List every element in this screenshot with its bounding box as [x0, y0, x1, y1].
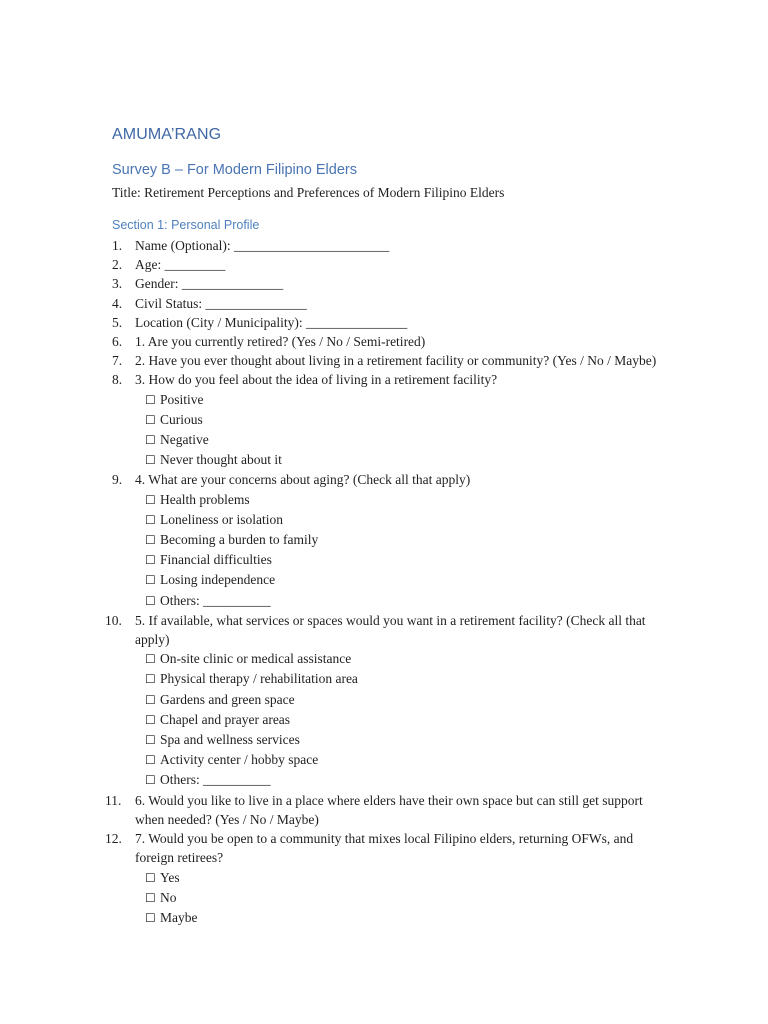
survey-title: Title: Retirement Perceptions and Preferences of Modern Filipino Elders [112, 185, 505, 200]
checkbox-option[interactable] [145, 490, 657, 510]
checkbox-option[interactable] [145, 510, 657, 530]
option-list [135, 868, 657, 929]
option-label: On-site clinic or medical assistance [160, 651, 352, 667]
checkbox-icon[interactable]: ☐ [145, 870, 156, 885]
question-number: 11. [105, 792, 122, 808]
checkbox-icon[interactable]: ☐ [145, 910, 156, 925]
checkbox-option[interactable] [145, 770, 657, 790]
option-label: Negative [160, 432, 209, 448]
option-label: No [160, 889, 177, 905]
question-text: 1. Are you currently retired? (Yes / No / Semi-retired) [135, 334, 426, 350]
option-label: Never thought about it [160, 452, 282, 468]
option-label: Others: __________ [160, 772, 271, 788]
option-label: Positive [160, 391, 204, 407]
question-number: 7. [112, 353, 123, 369]
checkbox-option[interactable] [145, 750, 657, 770]
checkbox-option[interactable] [145, 730, 657, 750]
checkbox-option[interactable] [145, 908, 657, 928]
option-label: Physical therapy / rehabilitation area [160, 671, 358, 687]
checkbox-icon[interactable]: ☐ [145, 712, 156, 727]
checkbox-icon[interactable]: ☐ [145, 672, 156, 687]
option-label: Financial difficulties [160, 552, 272, 568]
question-number: 8. [112, 372, 123, 388]
question-text: Civil Status: _______________ [135, 295, 307, 311]
option-label: Chapel and prayer areas [160, 711, 291, 727]
section-heading: Section 1: Personal Profile [112, 218, 260, 232]
checkbox-icon[interactable]: ☐ [145, 733, 156, 748]
option-label: Maybe [160, 909, 198, 925]
question-number: 12. [105, 831, 122, 847]
option-list [135, 390, 657, 471]
question-number: 1. [112, 238, 123, 253]
question-item [112, 313, 657, 332]
option-label: Yes [160, 869, 180, 885]
checkbox-icon[interactable]: ☐ [145, 453, 156, 468]
question-number: 5. [112, 314, 123, 330]
question-item [112, 236, 657, 255]
question-number: 3. [112, 276, 123, 292]
document-heading: AMUMA’RANG [112, 126, 222, 143]
checkbox-icon[interactable]: ☐ [145, 392, 156, 407]
checkbox-option[interactable] [145, 888, 657, 908]
checkbox-option[interactable] [145, 430, 657, 450]
checkbox-icon[interactable]: ☐ [145, 652, 156, 667]
question-item [112, 351, 657, 370]
question-text: 2. Have you ever thought about living in a retirement facility or community? (Yes / No / Maybe) [135, 353, 657, 369]
question-text: Age: _________ [135, 257, 226, 273]
option-label: Curious [160, 411, 203, 427]
checkbox-option[interactable] [145, 530, 657, 550]
question-number: 2. [112, 257, 123, 273]
checkbox-icon[interactable]: ☐ [145, 433, 156, 448]
checkbox-option[interactable] [145, 550, 657, 570]
question-text: Gender: _______________ [135, 276, 284, 292]
checkbox-icon[interactable]: ☐ [145, 412, 156, 427]
question-text: 4. What are your concerns about aging? (Check all that apply) [135, 472, 471, 488]
question-item [112, 332, 657, 351]
checkbox-icon[interactable]: ☐ [145, 512, 156, 527]
question-list [105, 236, 657, 928]
question-item [112, 255, 657, 274]
survey-heading: Survey B – For Modern Filipino Elders [112, 162, 357, 178]
option-label: Losing independence [160, 572, 276, 588]
option-label: Gardens and green space [160, 691, 295, 707]
option-list [135, 490, 657, 611]
option-label: Becoming a burden to family [160, 532, 319, 548]
option-label: Health problems [160, 491, 250, 507]
checkbox-icon[interactable]: ☐ [145, 533, 156, 548]
checkbox-option[interactable] [145, 410, 657, 430]
checkbox-icon[interactable]: ☐ [145, 593, 156, 608]
question-text: 6. Would you like to live in a place where elders have their own space but can still get support when needed? (Yes / No / Maybe) [135, 792, 643, 827]
question-item [112, 370, 657, 470]
question-number: 4. [112, 295, 123, 311]
option-label: Loneliness or isolation [160, 511, 283, 527]
question-item [105, 611, 657, 791]
checkbox-icon[interactable]: ☐ [145, 773, 156, 788]
question-number: 9. [112, 472, 123, 488]
document-page [105, 126, 657, 928]
checkbox-option[interactable] [145, 690, 657, 710]
option-label: Spa and wellness services [160, 732, 300, 748]
checkbox-option[interactable] [145, 591, 657, 611]
question-text: 5. If available, what services or spaces would you want in a retirement facility? (Check all that apply) [135, 612, 646, 648]
option-list [135, 649, 657, 790]
checkbox-icon[interactable]: ☐ [145, 553, 156, 568]
checkbox-option[interactable] [145, 649, 657, 669]
question-item [112, 470, 657, 610]
checkbox-option[interactable] [145, 570, 657, 590]
option-label: Activity center / hobby space [160, 752, 319, 768]
question-number: 6. [112, 334, 123, 350]
checkbox-option[interactable] [145, 710, 657, 730]
checkbox-option[interactable] [145, 868, 657, 888]
question-item [112, 294, 657, 313]
checkbox-option[interactable] [145, 669, 657, 689]
checkbox-icon[interactable]: ☐ [145, 492, 156, 507]
question-number: 10. [105, 612, 122, 628]
checkbox-option[interactable] [145, 390, 657, 410]
checkbox-icon[interactable]: ☐ [145, 573, 156, 588]
checkbox-icon[interactable]: ☐ [145, 753, 156, 768]
question-item [105, 791, 657, 829]
checkbox-icon[interactable]: ☐ [145, 890, 156, 905]
question-item [112, 274, 657, 293]
checkbox-icon[interactable]: ☐ [145, 692, 156, 707]
question-text: 3. How do you feel about the idea of living in a retirement facility? [135, 372, 498, 388]
question-text: Location (City / Municipality): _______________ [135, 314, 408, 330]
question-item [105, 829, 657, 928]
option-label: Others: __________ [160, 592, 271, 608]
question-text: 7. Would you be open to a community that mixes local Filipino elders, returning OFWs, and foreign retirees? [135, 831, 634, 866]
question-text: Name (Optional): _______________________ [135, 238, 390, 253]
checkbox-option[interactable] [145, 450, 657, 470]
